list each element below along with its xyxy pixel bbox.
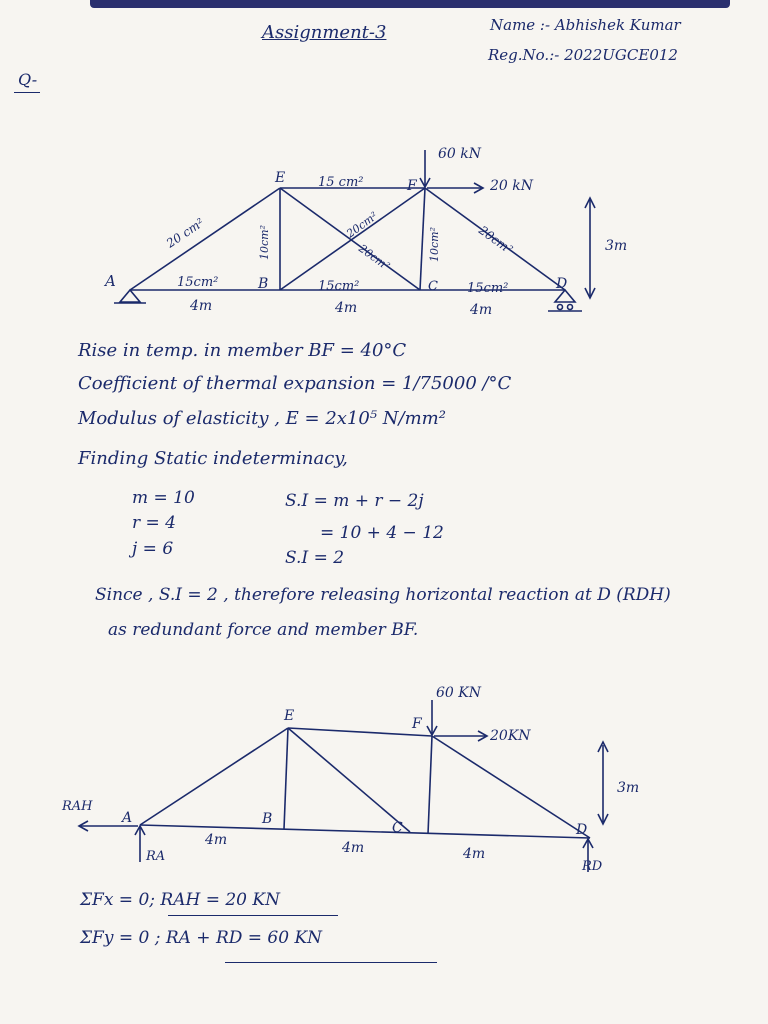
d1-node-D: D <box>556 276 568 292</box>
d1-span-1: 4m <box>190 298 213 314</box>
d2-load-vertical: 60 KN <box>436 685 481 701</box>
d1-area-AB: 15cm² <box>177 275 219 290</box>
d1-area-FD: 20cm² <box>476 223 516 257</box>
d2-height: 3m <box>617 780 640 796</box>
given-temperature-rise: Rise in temp. in member BF = 40°C <box>78 340 407 361</box>
d1-height: 3m <box>605 238 628 254</box>
d1-node-C: C <box>428 279 438 294</box>
equation1-underline <box>168 915 338 916</box>
d1-node-E: E <box>275 170 286 186</box>
indeterminacy-heading: Finding Static indeterminacy, <box>78 448 348 469</box>
d1-area-BE: 10cm² <box>258 225 271 260</box>
d1-area-AE: 20 cm² <box>163 215 207 251</box>
d2-node-F: F <box>412 716 422 732</box>
assignment-title: Assignment-3 <box>262 22 387 43</box>
redundant-statement-line2: as redundant force and member BF. <box>108 620 419 640</box>
d1-node-B: B <box>258 276 269 292</box>
d2-node-D: D <box>576 822 588 838</box>
reactions-count: r = 4 <box>132 513 176 533</box>
si-result: S.I = 2 <box>285 548 345 568</box>
d1-load-horizontal: 20 kN <box>490 178 533 194</box>
d1-load-vertical: 60 kN <box>438 146 481 162</box>
d1-node-A: A <box>105 272 116 290</box>
d2-span-1: 4m <box>205 832 228 848</box>
members-count: m = 10 <box>132 488 195 508</box>
equilibrium-fx: ΣFx = 0; RAH = 20 KN <box>80 890 280 910</box>
joints-count: j = 6 <box>132 539 174 559</box>
d1-area-CF: 10cm² <box>428 227 441 262</box>
d2-node-B: B <box>262 811 273 827</box>
d2-reaction-RAH: RAH <box>62 799 93 814</box>
d1-area-BF: 20cm² <box>344 209 381 241</box>
d2-node-C: C <box>392 820 403 836</box>
redundant-statement-line1: Since , S.I = 2 , therefore releasing horizontal reaction at D (RDH) <box>95 585 671 605</box>
d1-area-CD: 15cm² <box>467 281 509 296</box>
si-substitution: = 10 + 4 − 12 <box>320 523 444 543</box>
registration-number: Reg.No.:- 2022UGCE012 <box>488 46 678 64</box>
si-formula: S.I = m + r − 2j <box>285 491 424 511</box>
d2-node-A: A <box>122 810 133 826</box>
d2-span-2: 4m <box>342 840 365 856</box>
d2-load-horizontal: 20KN <box>490 728 531 744</box>
d1-area-EC: 20cm² <box>356 241 393 273</box>
d2-span-3: 4m <box>463 846 486 862</box>
d1-node-F: F <box>407 178 417 194</box>
d1-span-2: 4m <box>335 300 358 316</box>
d2-reaction-RD: RD <box>582 859 603 874</box>
d2-reaction-RA: RA <box>146 849 166 864</box>
equilibrium-fy: ΣFy = 0 ; RA + RD = 60 KN <box>80 928 323 948</box>
given-modulus: Modulus of elasticity , E = 2x10⁵ N/mm² <box>78 408 446 429</box>
question-label: Q- <box>18 70 38 89</box>
given-thermal-coefficient: Coefficient of thermal expansion = 1/75000 /°C <box>78 373 512 394</box>
d1-span-3: 4m <box>470 302 493 318</box>
d1-area-BC: 15cm² <box>318 279 360 294</box>
d2-node-E: E <box>284 708 295 724</box>
d1-area-EF: 15 cm² <box>318 175 364 190</box>
student-name: Name :- Abhishek Kumar <box>490 16 681 34</box>
equation2-underline <box>225 962 437 963</box>
